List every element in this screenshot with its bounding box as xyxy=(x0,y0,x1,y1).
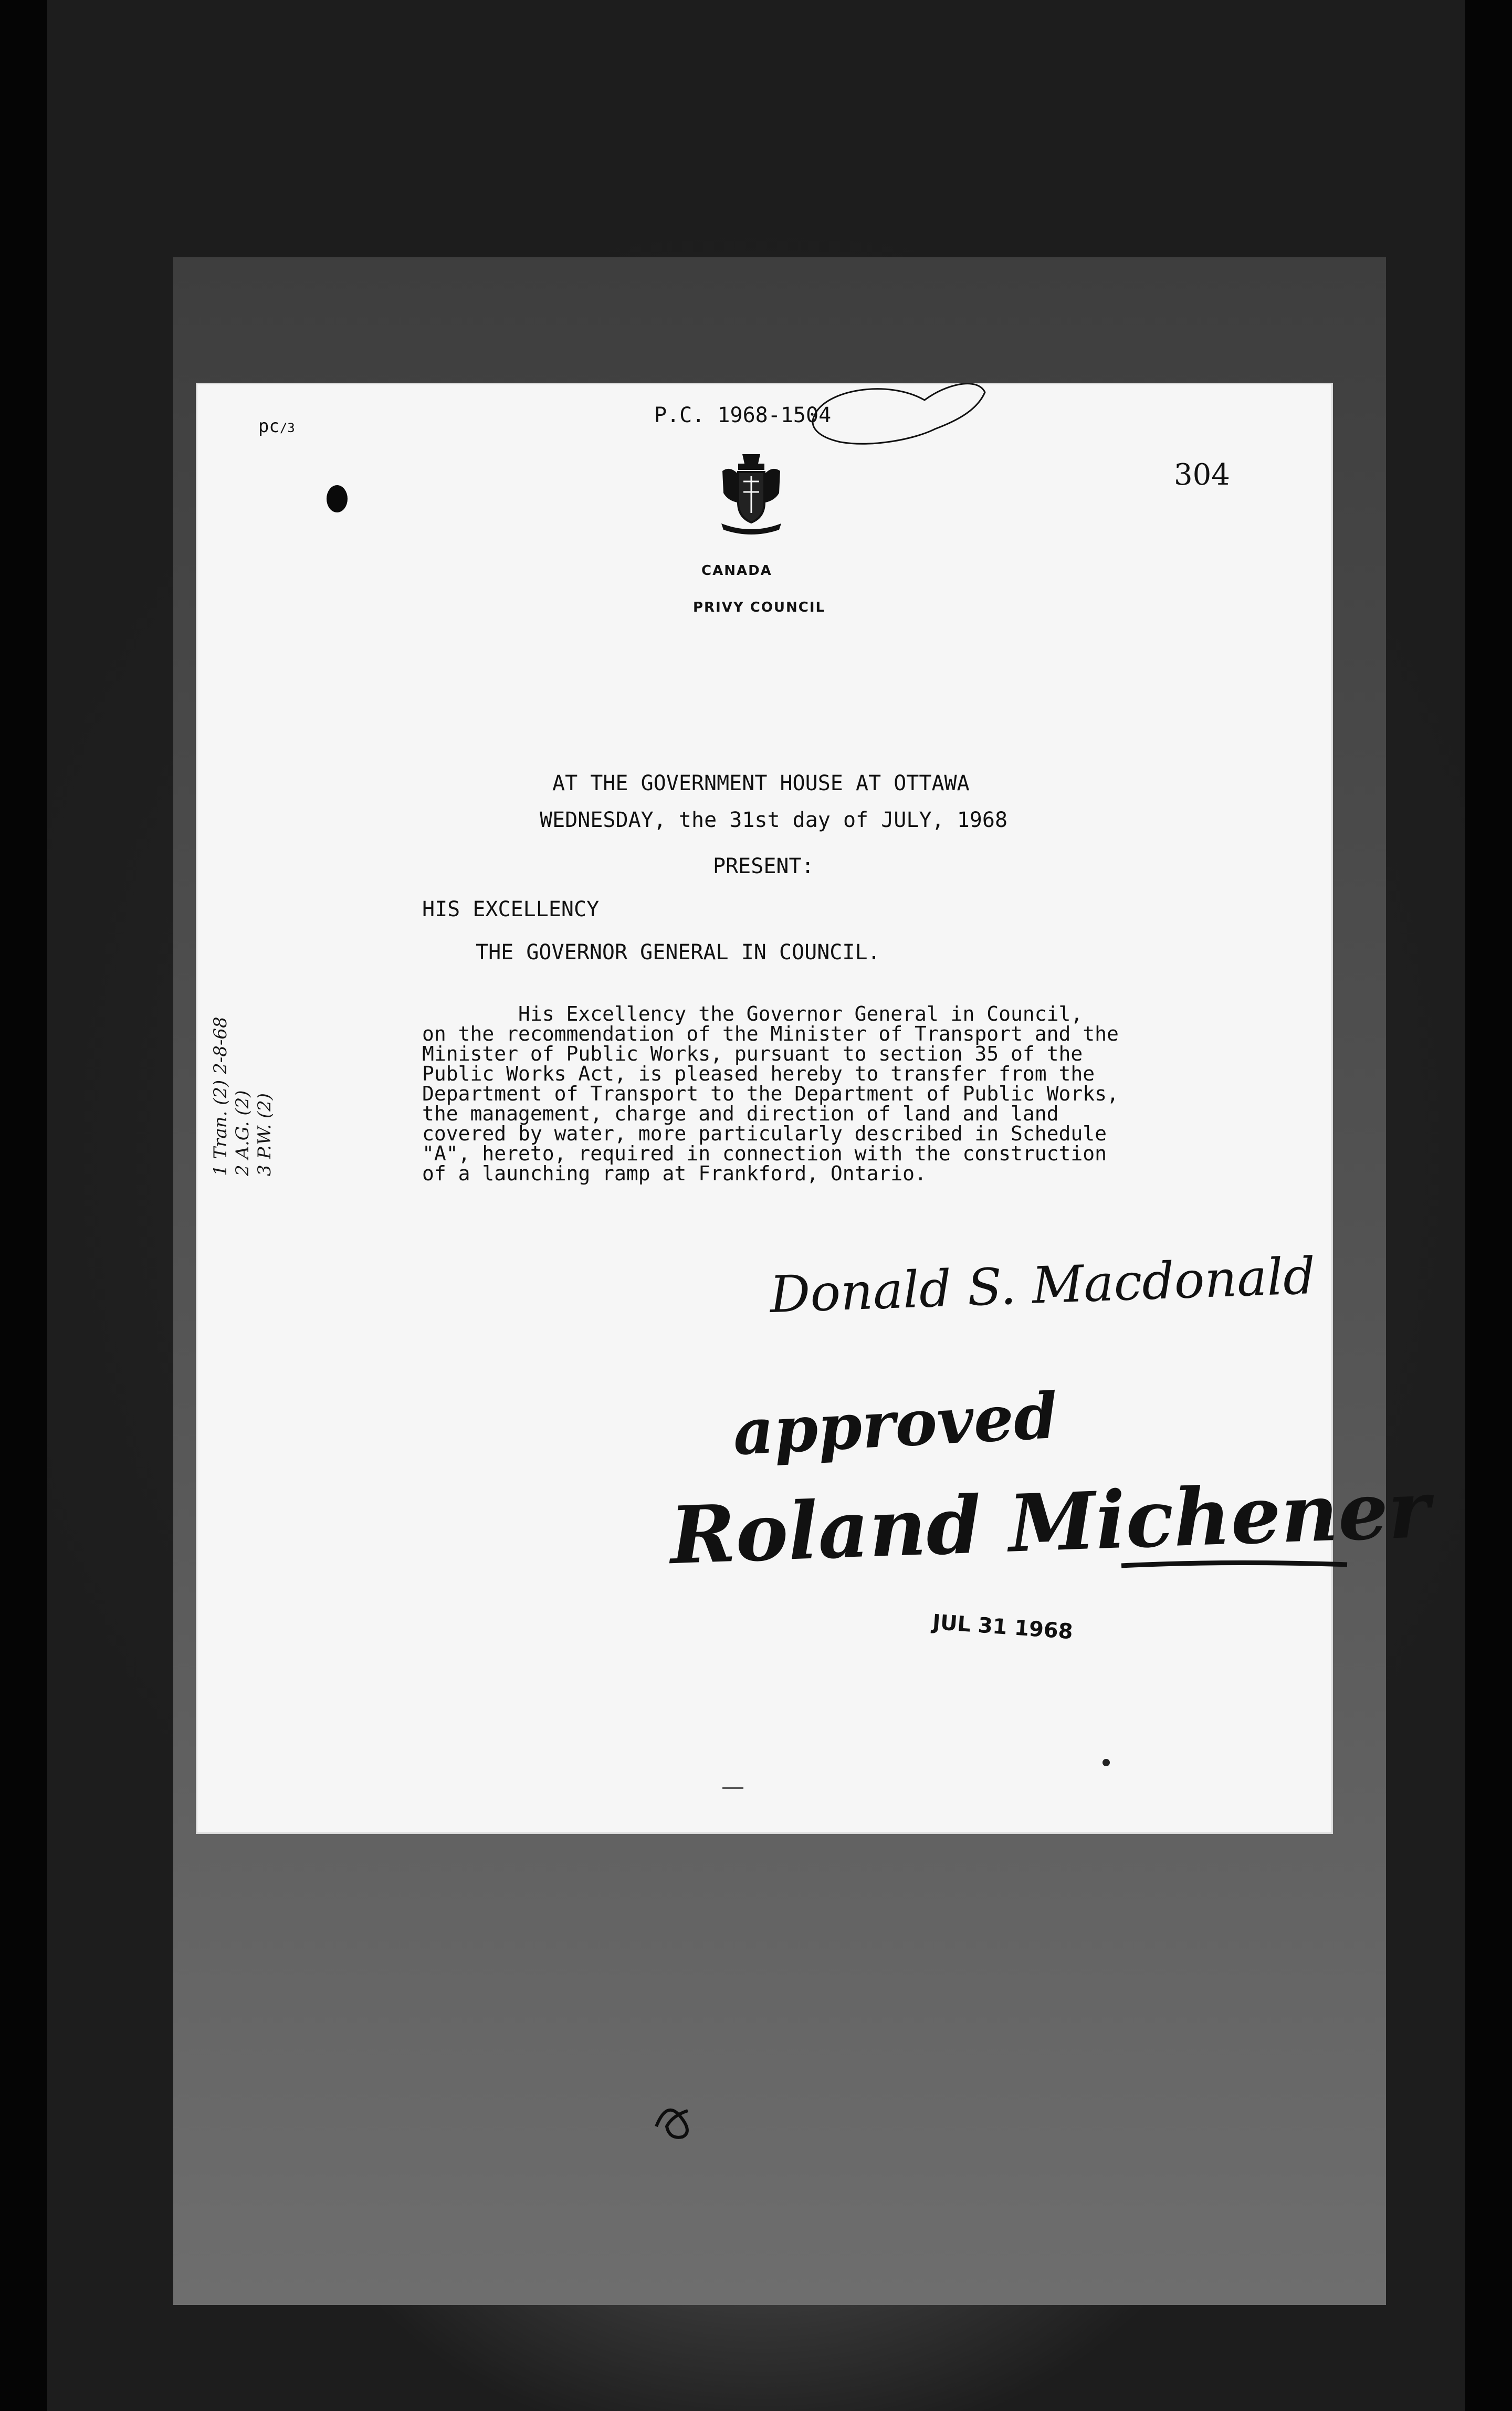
crest-office-label: PRIVY COUNCIL xyxy=(693,600,826,615)
body-line: of a launching ramp at Frankford, Ontario. xyxy=(422,1162,927,1185)
body-line: His Excellency the Governor General in Council, xyxy=(422,1002,1083,1025)
governor-general-signature: Roland Michener xyxy=(668,1463,1432,1582)
signature-underline xyxy=(1121,1545,1352,1576)
place-line: AT THE GOVERNMENT HOUSE AT OTTAWA xyxy=(552,771,970,795)
ink-dot xyxy=(1102,1759,1110,1766)
pc-number: P.C. 1968-1504 xyxy=(654,403,832,427)
body-line: Department of Transport to the Department of Public Works, xyxy=(422,1082,1119,1105)
present-line: PRESENT: xyxy=(713,854,814,878)
governor-general-line: THE GOVERNOR GENERAL IN COUNCIL. xyxy=(476,940,880,965)
body-line: Public Works Act, is pleased hereby to transfer from the xyxy=(422,1062,1095,1085)
punch-hole xyxy=(327,485,348,512)
margin-note-line: 1 Tran. (2) 2-8-68 xyxy=(210,1016,231,1176)
corner-mark: pc/3 xyxy=(258,416,295,437)
canada-coat-of-arms-icon xyxy=(717,450,785,537)
order-in-council-page xyxy=(197,384,1432,1832)
body-line: the management, charge and direction of land and land xyxy=(422,1102,1059,1125)
margin-distribution-note xyxy=(210,1016,275,1176)
pc-number-circle-scribble xyxy=(804,379,1003,458)
page-mark xyxy=(722,1787,743,1789)
body-line: "A", hereto, required in connection with the construction xyxy=(422,1142,1107,1165)
minister-signature: Donald S. Macdonald xyxy=(769,1246,1317,1325)
film-border-right xyxy=(1465,0,1512,2411)
crest-country-label: CANADA xyxy=(701,563,772,579)
page-number: 304 xyxy=(1174,458,1230,492)
film-border-left xyxy=(0,0,47,2411)
body-line: covered by water, more particularly described in Schedule xyxy=(422,1122,1107,1145)
order-body-paragraph xyxy=(422,1004,1210,1183)
margin-note-line: 3 P.W. (2) xyxy=(254,1093,275,1176)
margin-note-line: 2 A.G. (2) xyxy=(232,1090,253,1176)
date-line: WEDNESDAY, the 31st day of JULY, 1968 xyxy=(540,808,1008,832)
body-line: Minister of Public Works, pursuant to section 35 of the xyxy=(422,1042,1083,1065)
approved-annotation: approved xyxy=(731,1378,1060,1470)
approval-date-stamp: JUL 31 1968 xyxy=(931,1610,1074,1644)
body-line: on the recommendation of the Minister of Transport and the xyxy=(422,1022,1119,1045)
folder-doodle xyxy=(651,2095,704,2142)
his-excellency-line: HIS EXCELLENCY xyxy=(422,897,600,921)
